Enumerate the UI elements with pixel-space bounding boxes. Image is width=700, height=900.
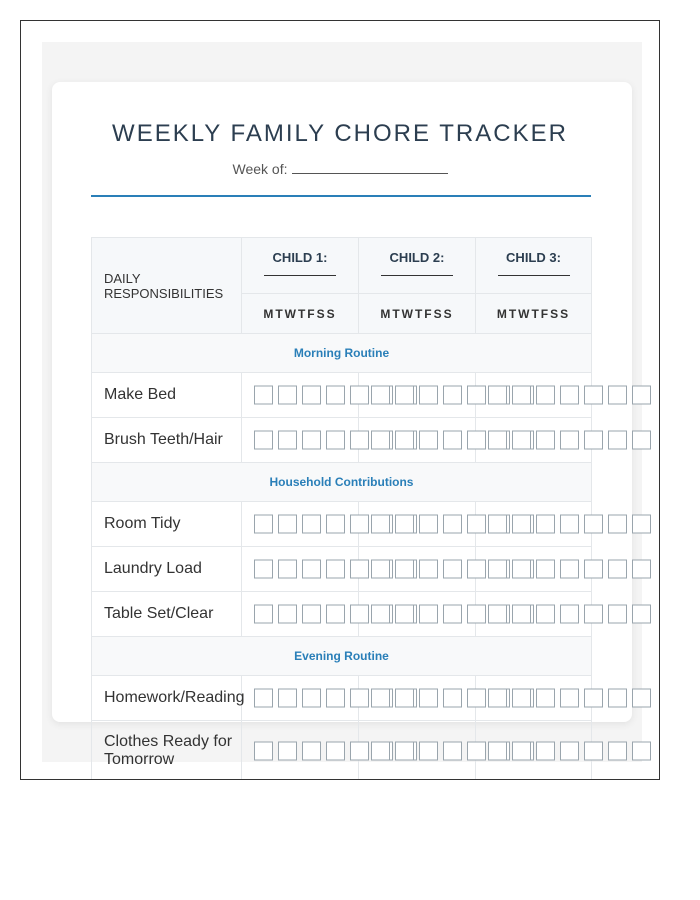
day-checkbox[interactable] (488, 742, 507, 761)
chore-table (91, 237, 592, 780)
day-checkbox[interactable] (278, 605, 297, 624)
day-checkbox[interactable] (419, 515, 438, 534)
day-checkbox[interactable] (488, 560, 507, 579)
day-checkbox[interactable] (326, 560, 345, 579)
day-checkbox[interactable] (326, 515, 345, 534)
day-checkbox[interactable] (608, 742, 627, 761)
week-of-label: Week of: (232, 161, 288, 177)
child-3-label: CHILD 3: (506, 250, 561, 265)
checkbox-group (488, 515, 651, 534)
day-checkbox[interactable] (632, 742, 651, 761)
day-checkbox[interactable] (512, 560, 531, 579)
table-row (92, 502, 592, 547)
table-row (92, 547, 592, 592)
day-checkbox[interactable] (302, 386, 321, 405)
day-checkbox[interactable] (254, 742, 273, 761)
checkbox-cell (242, 592, 359, 637)
checkbox-cell (476, 418, 592, 463)
day-checkbox[interactable] (536, 742, 555, 761)
checkbox-group (488, 742, 651, 761)
task-label: Table Set/Clear (92, 592, 242, 637)
day-checkbox[interactable] (560, 386, 579, 405)
day-checkbox[interactable] (371, 560, 390, 579)
day-checkbox[interactable] (536, 605, 555, 624)
day-checkbox[interactable] (512, 515, 531, 534)
day-checkbox[interactable] (371, 515, 390, 534)
week-of-blank[interactable] (292, 159, 448, 174)
day-checkbox[interactable] (488, 605, 507, 624)
child-3-name-blank[interactable] (498, 275, 570, 276)
table-row (92, 373, 592, 418)
day-checkbox[interactable] (278, 742, 297, 761)
day-checkbox[interactable] (443, 742, 462, 761)
day-checkbox[interactable] (419, 605, 438, 624)
child-1-name-blank[interactable] (264, 275, 336, 276)
day-checkbox[interactable] (608, 386, 627, 405)
checkbox-group (488, 605, 651, 624)
checkbox-cell (359, 373, 476, 418)
day-checkbox[interactable] (584, 386, 603, 405)
day-checkbox[interactable] (584, 605, 603, 624)
checkbox-group (488, 689, 651, 708)
task-label: Homework/Reading (92, 676, 242, 721)
day-checkbox[interactable] (560, 742, 579, 761)
checkbox-group (488, 431, 651, 450)
child-2-label: CHILD 2: (389, 250, 445, 265)
child-3-header (476, 238, 592, 294)
checkbox-cell (359, 721, 476, 781)
day-checkbox[interactable] (302, 431, 321, 450)
day-checkbox[interactable] (443, 431, 462, 450)
day-checkbox[interactable] (584, 742, 603, 761)
checkbox-cell (476, 676, 592, 721)
day-checkbox[interactable] (608, 431, 627, 450)
day-checkbox[interactable] (488, 689, 507, 708)
day-checkbox[interactable] (536, 689, 555, 708)
day-checkbox[interactable] (632, 431, 651, 450)
task-label: Laundry Load (92, 547, 242, 592)
checkbox-cell (242, 418, 359, 463)
checkbox-cell (242, 721, 359, 781)
day-checkbox[interactable] (254, 560, 273, 579)
task-label: Brush Teeth/Hair (92, 418, 242, 463)
day-checkbox[interactable] (632, 386, 651, 405)
day-checkbox[interactable] (395, 431, 414, 450)
day-checkbox[interactable] (395, 560, 414, 579)
day-checkbox[interactable] (326, 431, 345, 450)
day-checkbox[interactable] (278, 431, 297, 450)
day-checkbox[interactable] (443, 689, 462, 708)
day-checkbox[interactable] (443, 605, 462, 624)
day-checkbox[interactable] (371, 431, 390, 450)
child-1-header (242, 238, 359, 294)
child-1-label: CHILD 1: (272, 250, 328, 265)
day-checkbox[interactable] (443, 515, 462, 534)
day-checkbox[interactable] (536, 431, 555, 450)
day-checkbox[interactable] (371, 742, 390, 761)
checkbox-cell (359, 547, 476, 592)
checkbox-cell (476, 592, 592, 637)
day-checkbox[interactable] (512, 689, 531, 708)
table-row (92, 721, 592, 781)
day-checkbox[interactable] (371, 386, 390, 405)
day-checkbox[interactable] (443, 560, 462, 579)
child-2-days: MTWTFSS (359, 294, 476, 334)
day-checkbox[interactable] (608, 689, 627, 708)
day-checkbox[interactable] (254, 689, 273, 708)
table-row (92, 676, 592, 721)
daily-responsibilities-header: DAILY RESPONSIBILITIES (92, 238, 242, 334)
checkbox-cell (242, 373, 359, 418)
day-checkbox[interactable] (302, 515, 321, 534)
day-checkbox[interactable] (254, 515, 273, 534)
checkbox-group (488, 560, 651, 579)
day-checkbox[interactable] (419, 386, 438, 405)
checkbox-group (488, 386, 651, 405)
day-checkbox[interactable] (326, 386, 345, 405)
day-checkbox[interactable] (302, 742, 321, 761)
checkbox-cell (359, 592, 476, 637)
day-checkbox[interactable] (395, 689, 414, 708)
title-divider (91, 195, 591, 197)
child-3-days: MTWTFSS (476, 294, 592, 334)
day-checkbox[interactable] (608, 515, 627, 534)
checkbox-cell (476, 502, 592, 547)
day-checkbox[interactable] (608, 560, 627, 579)
checkbox-cell (359, 418, 476, 463)
child-1-days: MTWTFSS (242, 294, 359, 334)
day-checkbox[interactable] (512, 386, 531, 405)
day-checkbox[interactable] (419, 431, 438, 450)
day-checkbox[interactable] (371, 605, 390, 624)
checkbox-cell (476, 373, 592, 418)
child-2-name-blank[interactable] (381, 275, 453, 276)
day-checkbox[interactable] (278, 689, 297, 708)
day-checkbox[interactable] (584, 689, 603, 708)
day-checkbox[interactable] (632, 689, 651, 708)
day-checkbox[interactable] (419, 689, 438, 708)
section-household-contributions: Household Contributions (92, 463, 592, 502)
page-frame (20, 20, 660, 780)
day-checkbox[interactable] (560, 605, 579, 624)
day-checkbox[interactable] (326, 742, 345, 761)
task-label: Make Bed (92, 373, 242, 418)
day-checkbox[interactable] (326, 689, 345, 708)
day-checkbox[interactable] (395, 605, 414, 624)
section-morning-routine: Morning Routine (92, 334, 592, 373)
day-checkbox[interactable] (632, 560, 651, 579)
task-label: Room Tidy (92, 502, 242, 547)
day-checkbox[interactable] (536, 386, 555, 405)
checkbox-cell (242, 676, 359, 721)
day-checkbox[interactable] (326, 605, 345, 624)
day-checkbox[interactable] (560, 515, 579, 534)
day-checkbox[interactable] (608, 605, 627, 624)
day-checkbox[interactable] (302, 689, 321, 708)
day-checkbox[interactable] (254, 605, 273, 624)
day-checkbox[interactable] (395, 386, 414, 405)
day-checkbox[interactable] (278, 515, 297, 534)
checkbox-cell (476, 547, 592, 592)
day-checkbox[interactable] (254, 431, 273, 450)
day-checkbox[interactable] (584, 431, 603, 450)
day-checkbox[interactable] (560, 431, 579, 450)
day-checkbox[interactable] (488, 386, 507, 405)
day-checkbox[interactable] (584, 515, 603, 534)
day-checkbox[interactable] (419, 742, 438, 761)
day-checkbox[interactable] (419, 560, 438, 579)
child-2-header (359, 238, 476, 294)
checkbox-cell (359, 676, 476, 721)
checkbox-cell (242, 502, 359, 547)
section-evening-routine: Evening Routine (92, 637, 592, 676)
day-checkbox[interactable] (302, 605, 321, 624)
task-label: Clothes Ready for Tomorrow (92, 721, 242, 781)
day-checkbox[interactable] (278, 386, 297, 405)
day-checkbox[interactable] (632, 515, 651, 534)
day-checkbox[interactable] (632, 605, 651, 624)
day-checkbox[interactable] (443, 386, 462, 405)
checkbox-cell (476, 721, 592, 781)
day-checkbox[interactable] (512, 742, 531, 761)
day-checkbox[interactable] (512, 431, 531, 450)
week-of-line (21, 159, 659, 178)
day-checkbox[interactable] (488, 515, 507, 534)
checkbox-cell (242, 547, 359, 592)
day-checkbox[interactable] (395, 515, 414, 534)
day-checkbox[interactable] (512, 605, 531, 624)
table-row (92, 592, 592, 637)
day-checkbox[interactable] (560, 689, 579, 708)
day-checkbox[interactable] (278, 560, 297, 579)
day-checkbox[interactable] (536, 560, 555, 579)
table-row (92, 418, 592, 463)
checkbox-cell (359, 502, 476, 547)
day-checkbox[interactable] (560, 560, 579, 579)
day-checkbox[interactable] (584, 560, 603, 579)
day-checkbox[interactable] (395, 742, 414, 761)
document-title: WEEKLY FAMILY CHORE TRACKER (112, 120, 568, 147)
day-checkbox[interactable] (254, 386, 273, 405)
day-checkbox[interactable] (371, 689, 390, 708)
day-checkbox[interactable] (536, 515, 555, 534)
day-checkbox[interactable] (488, 431, 507, 450)
day-checkbox[interactable] (302, 560, 321, 579)
